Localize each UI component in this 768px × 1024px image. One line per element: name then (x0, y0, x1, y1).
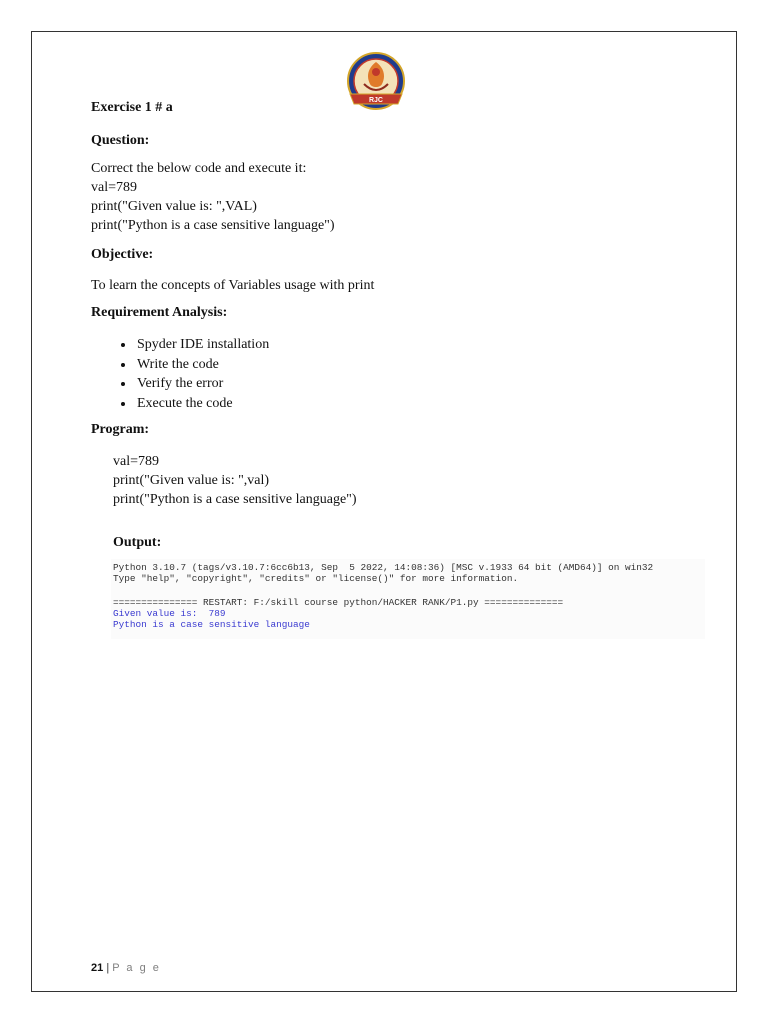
program-code (113, 452, 357, 509)
question-body (91, 159, 335, 235)
list-item: • Write the code (135, 355, 269, 375)
console-output-screenshot (111, 559, 705, 639)
program-heading: Program: (91, 422, 150, 437)
footer-separator: | (106, 962, 110, 974)
requirements-list (113, 335, 269, 413)
list-item: • Verify the error (135, 374, 269, 394)
college-emblem-logo (344, 50, 408, 114)
exercise-title: Exercise 1 # a (91, 100, 173, 115)
console-header-line: Python 3.10.7 (tags/v3.10.7:6cc6b13, Sep 5 2022, 14:08:36) [MSC v.1933 64 bit (AMD64)] on win32 (113, 562, 654, 573)
question-line: Correct the below code and execute it: (91, 161, 307, 176)
list-item: • Execute the code (135, 394, 269, 414)
page-label: P a g e (112, 962, 161, 974)
question-line: print("Python is a case sensitive language") (91, 218, 335, 233)
program-line: print("Python is a case sensitive language") (113, 492, 357, 507)
console-output-line: Python is a case sensitive language (113, 619, 310, 630)
page-number: 21 (91, 962, 104, 974)
console-output-line: Given value is: 789 (113, 608, 226, 619)
program-line: print("Given value is: ",val) (113, 473, 270, 488)
question-heading: Question: (91, 133, 150, 148)
logo-text: RJC (368, 97, 384, 104)
list-item: • Spyder IDE installation (135, 335, 269, 355)
objective-heading: Objective: (91, 247, 154, 262)
objective-text: To learn the concepts of Variables usage with print (91, 278, 375, 293)
question-line: print("Given value is: ",VAL) (91, 199, 257, 214)
console-header-line: Type "help", "copyright", "credits" or "license()" for more information. (113, 573, 519, 584)
console-restart-line: =============== RESTART: F:/skill course python/HACKER RANK/P1.py ============== (113, 597, 564, 608)
page-footer (91, 962, 161, 974)
program-line: val=789 (113, 454, 159, 469)
question-line: val=789 (91, 180, 137, 195)
output-heading: Output: (113, 535, 162, 550)
requirement-heading: Requirement Analysis: (91, 305, 228, 320)
